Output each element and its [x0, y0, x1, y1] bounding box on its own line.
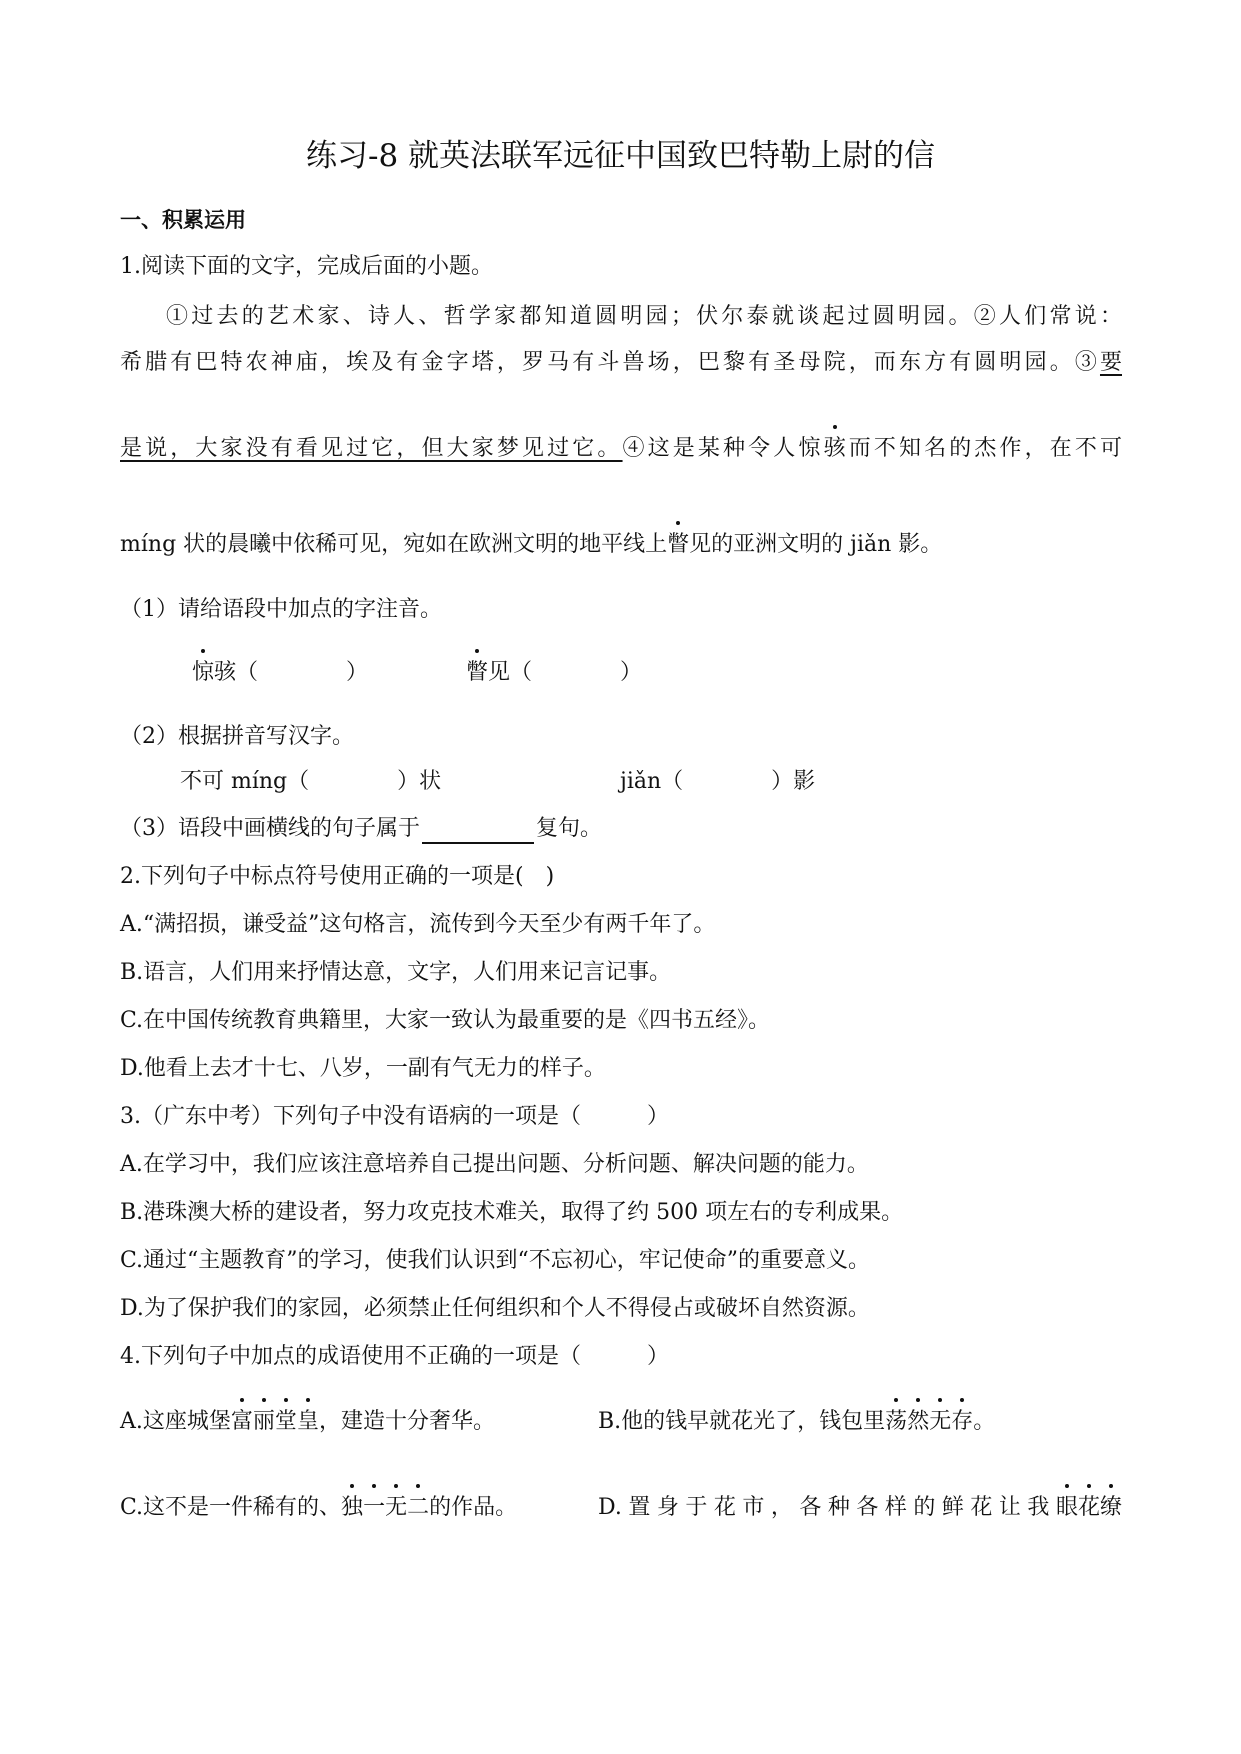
underlined-sentence: 要 — [1099, 350, 1122, 375]
answer-text: 骇 — [214, 660, 237, 685]
dotted-char: 皇 — [297, 1407, 319, 1437]
option-text: C.这不是一件稀有的、 — [120, 1495, 342, 1520]
passage-text: 见的亚洲文明的 jiǎn 影。 — [689, 532, 943, 557]
question-4-stem: 4.下列句子中加点的成语使用不正确的一项是（ ） — [120, 1344, 669, 1369]
passage-line-1 — [166, 302, 1122, 332]
page-title: 练习-8 就英法联军远征中国致巴特勒上尉的信 — [305, 138, 936, 174]
sub-question-2: （2）根据拼音写汉字。 — [120, 724, 354, 749]
sub-question-1: （1）请给语段中加点的字注音。 — [120, 597, 442, 622]
answer-blank[interactable]: 见（ ） — [488, 660, 643, 685]
question-4-option-c[interactable] — [120, 1493, 517, 1523]
dotted-char: 丽 — [253, 1407, 275, 1437]
dotted-char: 无 — [385, 1493, 407, 1523]
question-4-option-d[interactable] — [598, 1493, 1122, 1523]
dotted-char: 堂 — [275, 1407, 297, 1437]
option-text: A.这座城堡 — [120, 1409, 231, 1434]
dotted-char: 荡 — [885, 1407, 907, 1437]
question-text: 复句。 — [536, 816, 603, 841]
option-text: 的作品。 — [429, 1495, 518, 1520]
section-heading: 一、积累运用 — [120, 208, 246, 232]
dotted-char: 惊 — [192, 658, 214, 688]
dotted-char: 缭 — [1100, 1493, 1122, 1523]
question-2-option-c[interactable]: C.在中国传统教育典籍里，大家一致认为最重要的是《四书五经》。 — [120, 1008, 771, 1033]
question-4-option-a[interactable] — [120, 1407, 495, 1437]
pinyin-answer-1 — [192, 658, 368, 688]
option-text: ，建造十分奢华。 — [318, 1409, 495, 1434]
passage-line-3 — [120, 434, 1122, 464]
question-3-option-b[interactable]: B.港珠澳大桥的建设者，努力攻克技术难关，取得了约 500 项左右的专利成果。 — [120, 1200, 904, 1225]
passage-line-4 — [120, 530, 942, 560]
dotted-char: 瞥 — [667, 530, 689, 560]
passage-text: ①过去的艺术家、诗人、哲学家都知道圆明园；伏尔泰就谈起过圆明园。②人们常说： — [166, 304, 1122, 329]
passage-text: míng 状的晨曦中依稀可见，宛如在欧洲文明的地平线上 — [120, 532, 668, 557]
hanzi-answer-1[interactable]: 不可 míng（ ）状 — [180, 769, 442, 794]
passage-line-2 — [120, 348, 1122, 378]
question-2-option-b[interactable]: B.语言，人们用来抒情达意，文字，人们用来记言记事。 — [120, 960, 672, 985]
hanzi-answer-2[interactable]: jiǎn（ ）影 — [620, 769, 816, 794]
dotted-char: 无 — [929, 1407, 951, 1437]
question-3-option-a[interactable]: A.在学习中，我们应该注意培养自己提出问题、分析问题、解决问题的能力。 — [120, 1152, 869, 1177]
question-3-stem: 3.（广东中考）下列句子中没有语病的一项是（ ） — [120, 1104, 669, 1129]
dotted-char: 二 — [407, 1493, 429, 1523]
dotted-char: 独 — [341, 1493, 363, 1523]
dotted-char: 然 — [907, 1407, 929, 1437]
dotted-char: 花 — [1078, 1493, 1100, 1523]
dotted-char: 富 — [231, 1407, 253, 1437]
question-2-option-d[interactable]: D.他看上去才十七、八岁，一副有气无力的样子。 — [120, 1056, 606, 1081]
sub-question-3 — [120, 814, 602, 844]
passage-text: 希腊有巴特农神庙，埃及有金字塔，罗马有斗兽场，巴黎有圣母院，而东方有圆明园。③ — [120, 350, 1100, 375]
answer-blank[interactable]: （ ） — [236, 660, 369, 685]
fill-blank[interactable] — [422, 820, 534, 844]
question-2-option-a[interactable]: A.“满招损，谦受益”这句格言，流传到今天至少有两千年了。 — [120, 912, 716, 937]
pinyin-answer-2 — [466, 658, 642, 688]
dotted-char: 存 — [951, 1407, 973, 1437]
question-4-option-b[interactable] — [598, 1407, 995, 1437]
underlined-sentence: 是说，大家没有看见过它，但大家梦见过它。 — [120, 436, 623, 461]
question-1-stem: 1.阅读下面的文字，完成后面的小题。 — [120, 254, 493, 279]
option-text: D.置身于花市，各种各样的鲜花让我 — [598, 1495, 1056, 1520]
question-2-stem: 2.下列句子中标点符号使用正确的一项是( ) — [120, 864, 555, 889]
dotted-char: 眼 — [1056, 1493, 1078, 1523]
dotted-char: 骇 — [824, 434, 846, 464]
option-text: 。 — [973, 1409, 996, 1434]
question-3-option-c[interactable]: C.通过“主题教育”的学习，使我们认识到“不忘初心，牢记使命”的重要意义。 — [120, 1248, 871, 1273]
question-text: （3）语段中画横线的句子属于 — [120, 816, 420, 841]
question-3-option-d[interactable]: D.为了保护我们的家园，必须禁止任何组织和个人不得侵占或破坏自然资源。 — [120, 1296, 870, 1321]
passage-text: ④这是某种令人惊 — [622, 436, 824, 461]
option-text: B.他的钱早就花光了，钱包里 — [598, 1409, 886, 1434]
dotted-char: 瞥 — [466, 658, 488, 688]
passage-text: 而不知名的杰作，在不可 — [845, 436, 1122, 461]
dotted-char: 一 — [363, 1493, 385, 1523]
